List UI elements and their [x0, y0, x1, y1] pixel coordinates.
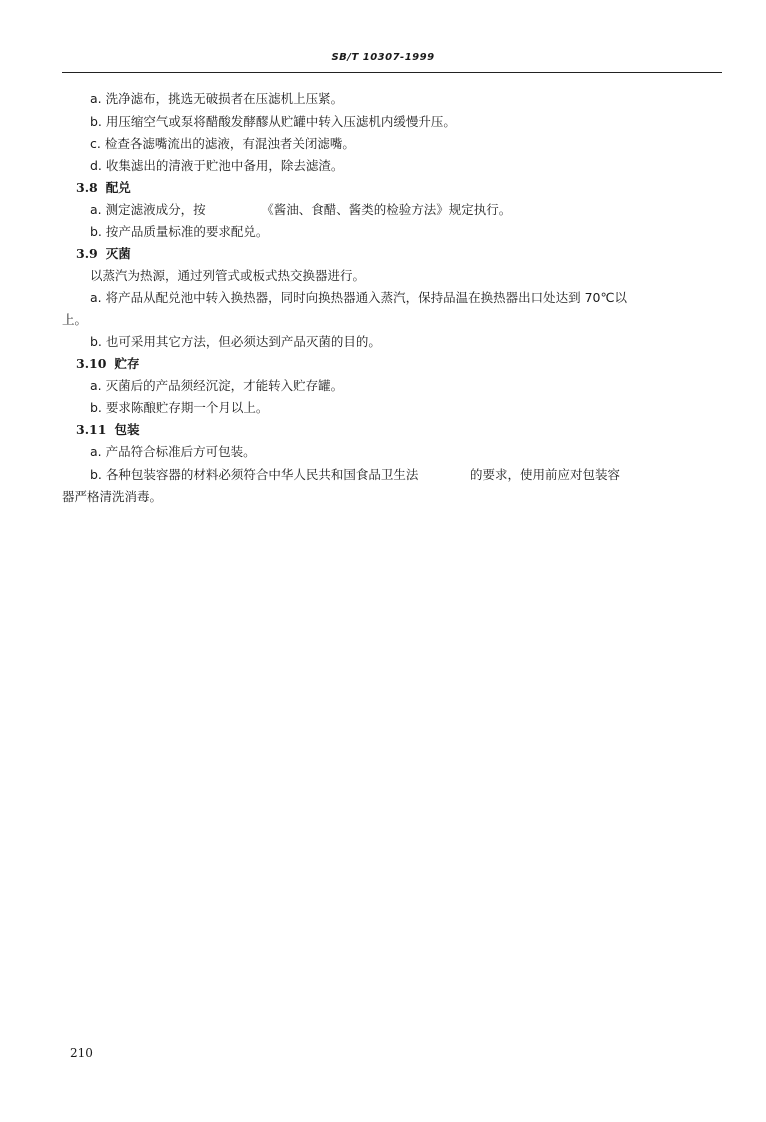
section-3-8-item-b: b. 按产品质量标准的要求配兑。 — [90, 224, 269, 239]
section-3-11-item-b-line1: b. 各种包装容器的材料必须符合中华人民共和国食品卫生法 的要求，使用前应对包装容 — [90, 467, 621, 482]
section-3-11-heading — [76, 422, 139, 438]
section-title: 灭菌 — [105, 246, 131, 261]
filter-step-b: b. 用压缩空气或泵将醋酸发酵醪从贮罐中转入压滤机内缓慢升压。 — [90, 114, 456, 129]
section-number: 3.8 — [76, 180, 98, 195]
section-3-9-item-a-line2: 上。 — [62, 312, 88, 327]
section-3-9-item-a-line1: a. 将产品从配兑池中转入换热器，同时向换热器通入蒸汽，保持品温在换热器出口处达到 70℃以 — [90, 290, 628, 305]
section-3-9-heading — [76, 246, 131, 262]
standard-code-header: SB/T 10307-1999 — [331, 52, 435, 63]
section-3-8-item-a: a. 测定滤液成分，按 《酱油、食醋、酱类的检验方法》规定执行。 — [90, 202, 512, 217]
section-title: 配兑 — [105, 180, 131, 195]
page-number: 210 — [70, 1046, 93, 1060]
section-3-9-intro: 以蒸汽为热源，通过列管式或板式热交换器进行。 — [90, 268, 366, 283]
section-3-11-item-a: a. 产品符合标准后方可包装。 — [90, 444, 256, 459]
section-number: 3.9 — [76, 246, 98, 261]
section-3-11-item-b-line2: 器严格清洗消毒。 — [62, 489, 163, 504]
section-3-8-heading — [76, 180, 131, 196]
section-3-10-item-b: b. 要求陈酿贮存期一个月以上。 — [90, 400, 269, 415]
section-number: 3.10 — [76, 356, 107, 371]
section-number: 3.11 — [76, 422, 107, 437]
section-title: 包装 — [114, 422, 140, 437]
section-title: 贮存 — [114, 356, 140, 371]
filter-step-c: c. 检查各滤嘴流出的滤液，有混浊者关闭滤嘴。 — [90, 136, 355, 151]
filter-step-a: a. 洗净滤布，挑选无破损者在压滤机上压紧。 — [90, 91, 344, 106]
filter-step-d: d. 收集滤出的清液于贮池中备用，除去滤渣。 — [90, 158, 344, 173]
section-3-10-item-a: a. 灭菌后的产品须经沉淀，才能转入贮存罐。 — [90, 378, 344, 393]
section-3-9-item-b: b. 也可采用其它方法，但必须达到产品灭菌的目的。 — [90, 334, 381, 349]
header-rule — [62, 72, 722, 73]
section-3-10-heading — [76, 356, 139, 372]
